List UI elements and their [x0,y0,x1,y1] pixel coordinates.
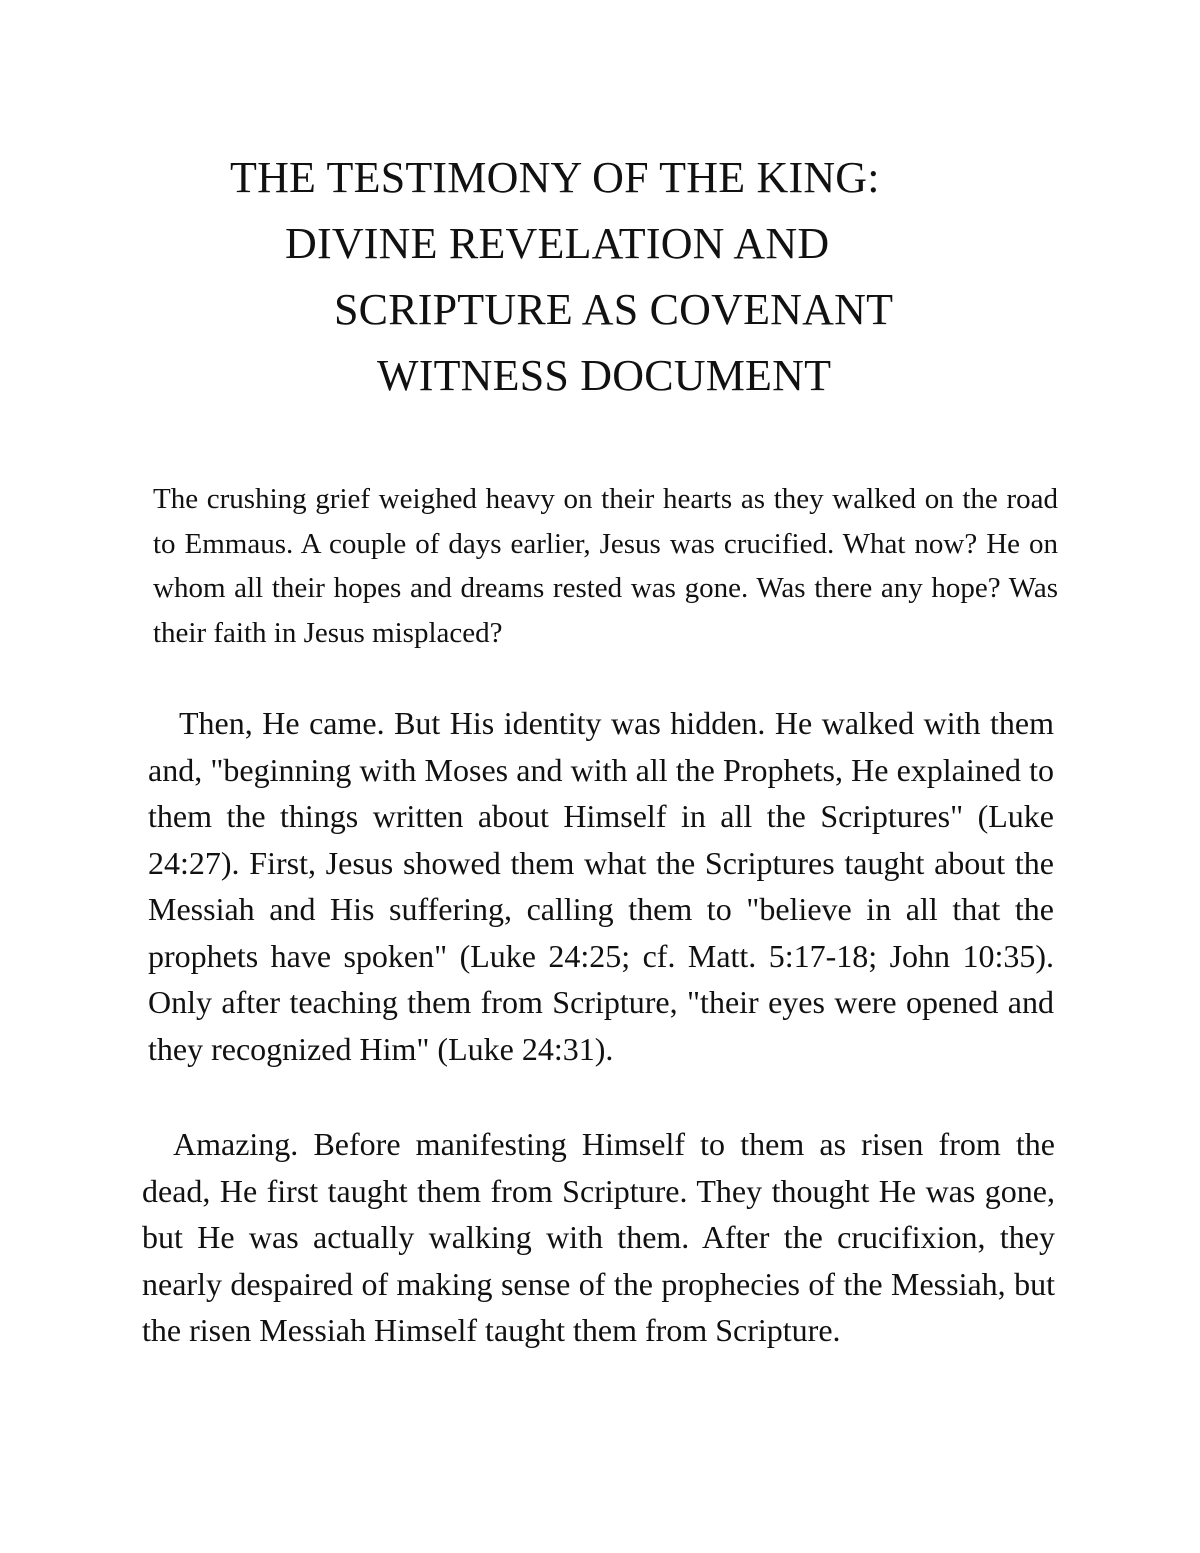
body-paragraph-1: The crushing grief weighed heavy on their hearts as they walked on the road to Emmaus. A couple of days earlier, Jesus was crucified. What now? He on whom all their hopes and dreams rested was gone. Was there any hope? Was their faith in Jesus misplaced? [153,483,1058,649]
body-paragraph-2: Then, He came. But His identity was hidden. He walked with them and, "beginning with Moses and with all the Prophets, He explained to them the things written about Himself in all the Scriptures" (Luke 24:27). First, Jesus showed them what the Scriptures taught about the Messiah and His suffering, calling them to "believe in all that the prophets have spoken" (Luke 24:25; cf. Matt. 5:17-18; John 10:35). Only after teaching them from Scripture, "their eyes were opened and they recognized Him" (Luke 24:31). [148,705,1054,1067]
chapter-title-line-3: SCRIPTURE AS COVENANT [334,285,894,334]
chapter-title-line-1: THE TESTIMONY OF THE KING: [230,153,880,202]
chapter-title-line-2: DIVINE REVELATION AND [285,219,830,268]
body-paragraph-3: Amazing. Before manifesting Himself to them as risen from the dead, He first taught them from Scripture. They thought He was gone, but He was actually walking with them. After the crucifixion, they nearly despaired of making sense of the prophecies of the Messiah, but the risen Messiah Himself taught them from Scripture. [142,1126,1055,1348]
chapter-title-line-4: WITNESS DOCUMENT [377,351,832,400]
